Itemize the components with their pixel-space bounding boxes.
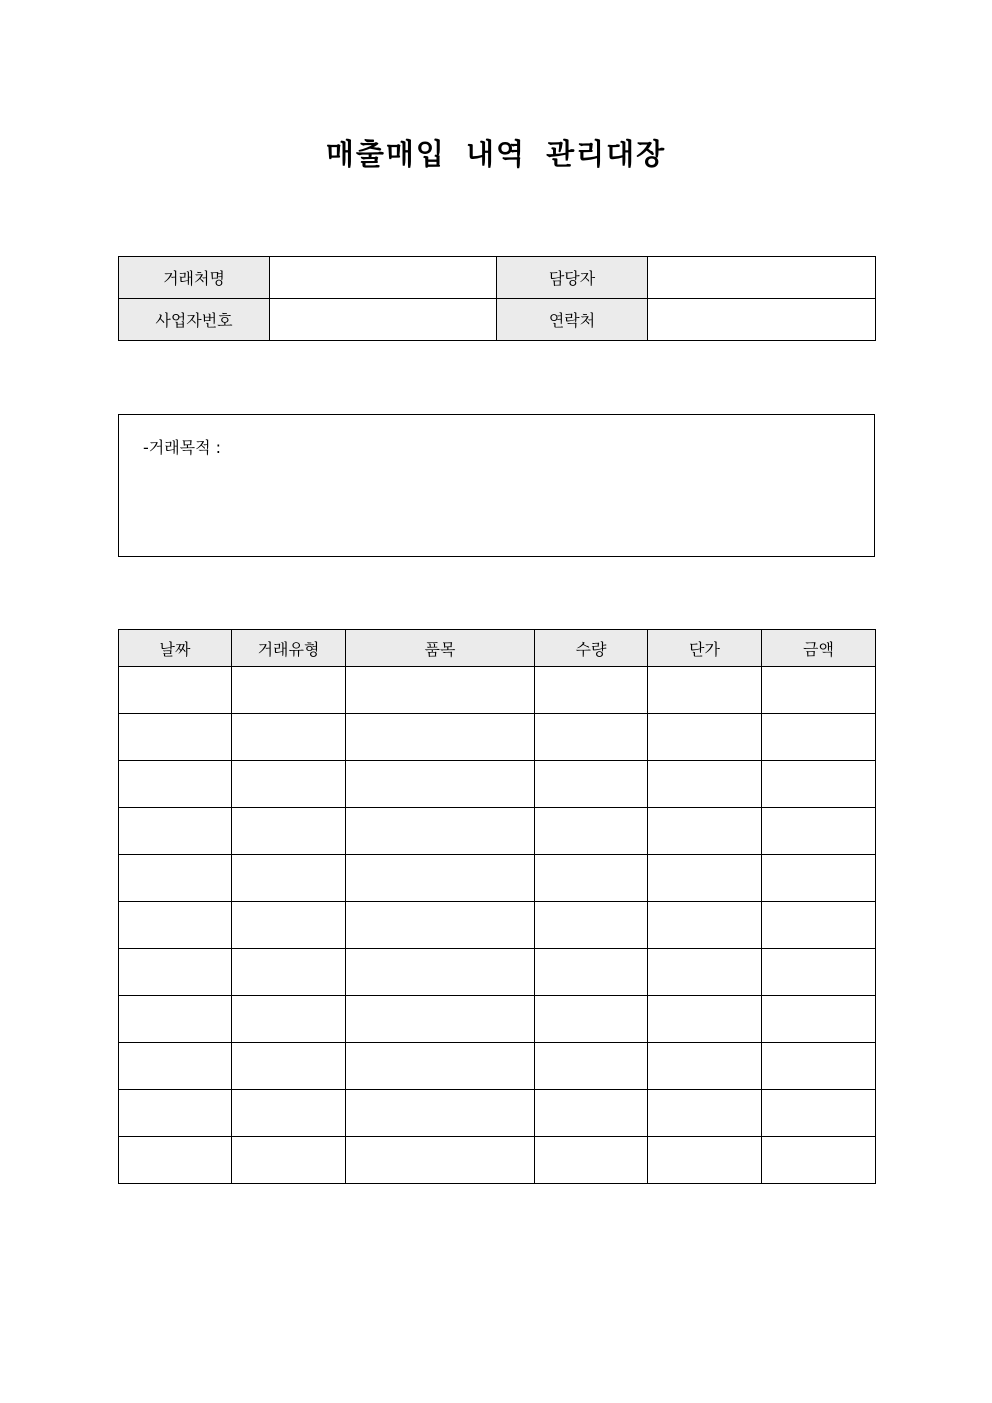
table-row bbox=[119, 1137, 876, 1184]
transaction-type-cell[interactable] bbox=[232, 1043, 346, 1090]
transaction-type-cell[interactable] bbox=[232, 1137, 346, 1184]
transaction-type-cell[interactable] bbox=[232, 855, 346, 902]
item-cell[interactable] bbox=[346, 996, 535, 1043]
unit-price-cell[interactable] bbox=[648, 1137, 762, 1184]
business-number-label: 사업자번호 bbox=[119, 299, 270, 341]
unit-price-cell[interactable] bbox=[648, 714, 762, 761]
date-cell[interactable] bbox=[119, 1090, 232, 1137]
transaction-type-cell[interactable] bbox=[232, 996, 346, 1043]
amount-cell[interactable] bbox=[762, 761, 876, 808]
date-cell[interactable] bbox=[119, 902, 232, 949]
quantity-cell[interactable] bbox=[535, 949, 648, 996]
quantity-cell[interactable] bbox=[535, 1043, 648, 1090]
item-cell[interactable] bbox=[346, 714, 535, 761]
table-row bbox=[119, 949, 876, 996]
date-cell[interactable] bbox=[119, 714, 232, 761]
quantity-cell[interactable] bbox=[535, 996, 648, 1043]
item-cell[interactable] bbox=[346, 761, 535, 808]
ledger-body bbox=[119, 667, 876, 1184]
column-header-unit-price: 단가 bbox=[648, 630, 762, 667]
table-row bbox=[119, 714, 876, 761]
date-cell[interactable] bbox=[119, 949, 232, 996]
date-cell[interactable] bbox=[119, 996, 232, 1043]
amount-cell[interactable] bbox=[762, 714, 876, 761]
quantity-cell[interactable] bbox=[535, 667, 648, 714]
amount-cell[interactable] bbox=[762, 1043, 876, 1090]
quantity-cell[interactable] bbox=[535, 714, 648, 761]
unit-price-cell[interactable] bbox=[648, 1043, 762, 1090]
transaction-purpose-box[interactable] bbox=[118, 414, 875, 557]
transaction-type-cell[interactable] bbox=[232, 761, 346, 808]
date-cell[interactable] bbox=[119, 667, 232, 714]
date-cell[interactable] bbox=[119, 855, 232, 902]
column-header-date: 날짜 bbox=[119, 630, 232, 667]
business-number-field[interactable] bbox=[270, 299, 497, 341]
item-cell[interactable] bbox=[346, 902, 535, 949]
unit-price-cell[interactable] bbox=[648, 1090, 762, 1137]
table-row bbox=[119, 996, 876, 1043]
client-info-row bbox=[119, 257, 876, 299]
table-row bbox=[119, 1090, 876, 1137]
item-cell[interactable] bbox=[346, 667, 535, 714]
date-cell[interactable] bbox=[119, 761, 232, 808]
client-info-table bbox=[118, 256, 876, 341]
unit-price-cell[interactable] bbox=[648, 996, 762, 1043]
date-cell[interactable] bbox=[119, 1137, 232, 1184]
amount-cell[interactable] bbox=[762, 855, 876, 902]
ledger-header-row bbox=[119, 630, 876, 667]
item-cell[interactable] bbox=[346, 1137, 535, 1184]
column-header-amount: 금액 bbox=[762, 630, 876, 667]
item-cell[interactable] bbox=[346, 808, 535, 855]
quantity-cell[interactable] bbox=[535, 761, 648, 808]
transaction-type-cell[interactable] bbox=[232, 667, 346, 714]
amount-cell[interactable] bbox=[762, 1137, 876, 1184]
amount-cell[interactable] bbox=[762, 949, 876, 996]
table-row bbox=[119, 1043, 876, 1090]
ledger-table bbox=[118, 629, 876, 1184]
table-row bbox=[119, 808, 876, 855]
transaction-type-cell[interactable] bbox=[232, 949, 346, 996]
document-title: 매출매입 내역 관리대장 bbox=[325, 137, 667, 171]
quantity-cell[interactable] bbox=[535, 902, 648, 949]
table-row bbox=[119, 761, 876, 808]
client-info-row bbox=[119, 299, 876, 341]
contact-field[interactable] bbox=[648, 299, 876, 341]
transaction-type-cell[interactable] bbox=[232, 714, 346, 761]
unit-price-cell[interactable] bbox=[648, 808, 762, 855]
amount-cell[interactable] bbox=[762, 1090, 876, 1137]
amount-cell[interactable] bbox=[762, 667, 876, 714]
quantity-cell[interactable] bbox=[535, 808, 648, 855]
transaction-type-cell[interactable] bbox=[232, 808, 346, 855]
item-cell[interactable] bbox=[346, 855, 535, 902]
table-row bbox=[119, 902, 876, 949]
manager-field[interactable] bbox=[648, 257, 876, 299]
column-header-item: 품목 bbox=[346, 630, 535, 667]
client-name-field[interactable] bbox=[270, 257, 497, 299]
date-cell[interactable] bbox=[119, 808, 232, 855]
item-cell[interactable] bbox=[346, 1090, 535, 1137]
item-cell[interactable] bbox=[346, 949, 535, 996]
manager-label: 담당자 bbox=[497, 257, 648, 299]
client-name-label: 거래처명 bbox=[119, 257, 270, 299]
table-row bbox=[119, 667, 876, 714]
table-row bbox=[119, 855, 876, 902]
unit-price-cell[interactable] bbox=[648, 761, 762, 808]
column-header-quantity: 수량 bbox=[535, 630, 648, 667]
amount-cell[interactable] bbox=[762, 808, 876, 855]
amount-cell[interactable] bbox=[762, 902, 876, 949]
unit-price-cell[interactable] bbox=[648, 949, 762, 996]
date-cell[interactable] bbox=[119, 1043, 232, 1090]
column-header-transaction-type: 거래유형 bbox=[232, 630, 346, 667]
unit-price-cell[interactable] bbox=[648, 855, 762, 902]
contact-label: 연락처 bbox=[497, 299, 648, 341]
quantity-cell[interactable] bbox=[535, 1090, 648, 1137]
item-cell[interactable] bbox=[346, 1043, 535, 1090]
unit-price-cell[interactable] bbox=[648, 667, 762, 714]
amount-cell[interactable] bbox=[762, 996, 876, 1043]
quantity-cell[interactable] bbox=[535, 1137, 648, 1184]
transaction-purpose-label: -거래목적 : bbox=[143, 438, 222, 457]
quantity-cell[interactable] bbox=[535, 855, 648, 902]
transaction-type-cell[interactable] bbox=[232, 1090, 346, 1137]
unit-price-cell[interactable] bbox=[648, 902, 762, 949]
transaction-type-cell[interactable] bbox=[232, 902, 346, 949]
